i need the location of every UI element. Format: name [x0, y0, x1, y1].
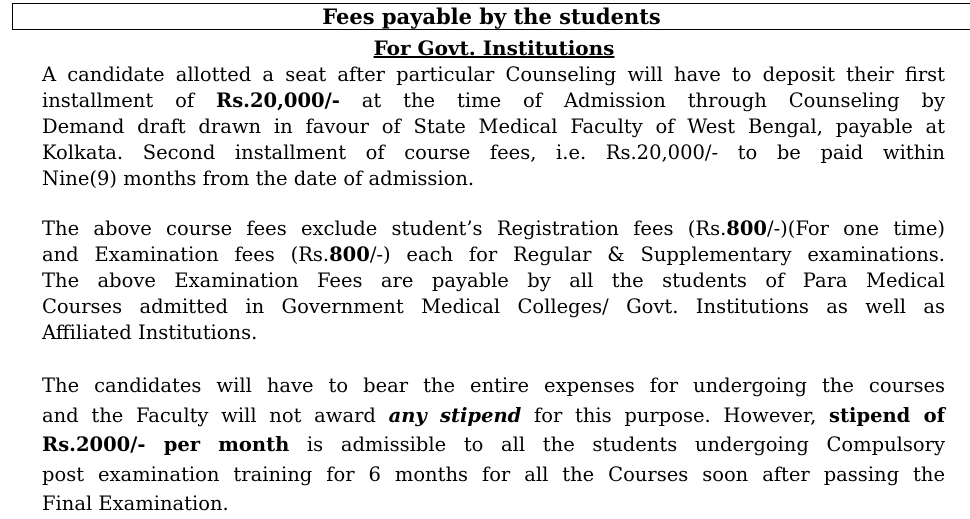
- stipend-emphasis: stipend of: [829, 403, 945, 427]
- text-line: The above course fees exclude student’s Registration fees (Rs.800/-)(For one time): [42, 217, 945, 240]
- text-line: post examination training for 6 months for all the Courses soon after passing the: [42, 462, 945, 486]
- text-line: A candidate allotted a seat after particular Counseling will have to deposit their first: [42, 63, 945, 86]
- text-line: Kolkata. Second installment of course fees, i.e. Rs.20,000/- to be paid within: [42, 141, 945, 164]
- registration-fee-amount: 800: [726, 217, 767, 240]
- title-box: [12, 3, 970, 30]
- text-line: Demand draft drawn in favour of State Medical Faculty of West Bengal, payable at: [42, 115, 945, 138]
- text-line: Courses admitted in Government Medical Colleges/ Govt. Institutions as well as: [42, 295, 945, 318]
- stipend-amount: Rs.2000/- per month: [42, 433, 290, 456]
- text-line: Final Examination.: [42, 492, 229, 515]
- page-title: Fees payable by the students: [322, 4, 661, 29]
- text-line: and the Faculty will not award any stipend for this purpose. However, stipend of: [42, 403, 945, 427]
- text-line: The candidates will have to bear the entire expenses for undergoing the courses: [42, 374, 945, 397]
- exam-fee-amount: 800: [329, 243, 370, 266]
- no-stipend-emphasis: any stipend: [388, 403, 522, 427]
- text-line: and Examination fees (Rs.800/-) each for Regular & Supplementary examinations.: [42, 243, 945, 266]
- paragraph-installments: [42, 62, 945, 192]
- text-line: installment of Rs.20,000/- at the time of Admission through Counseling by: [42, 89, 945, 112]
- text-line: Affiliated Institutions.: [42, 321, 258, 344]
- text-line: The above Examination Fees are payable by all the students of Para Medical: [42, 269, 945, 292]
- first-installment-amount: Rs.20,000/-: [216, 89, 340, 112]
- section-subtitle: For Govt. Institutions: [373, 36, 615, 60]
- text-line: Nine(9) months from the date of admission.: [42, 167, 475, 190]
- text-line: Rs.2000/- per month is admissible to all the students undergoing Compulsory: [42, 433, 945, 456]
- paragraph-exam-fees: [42, 216, 945, 346]
- paragraph-stipend: [42, 371, 945, 519]
